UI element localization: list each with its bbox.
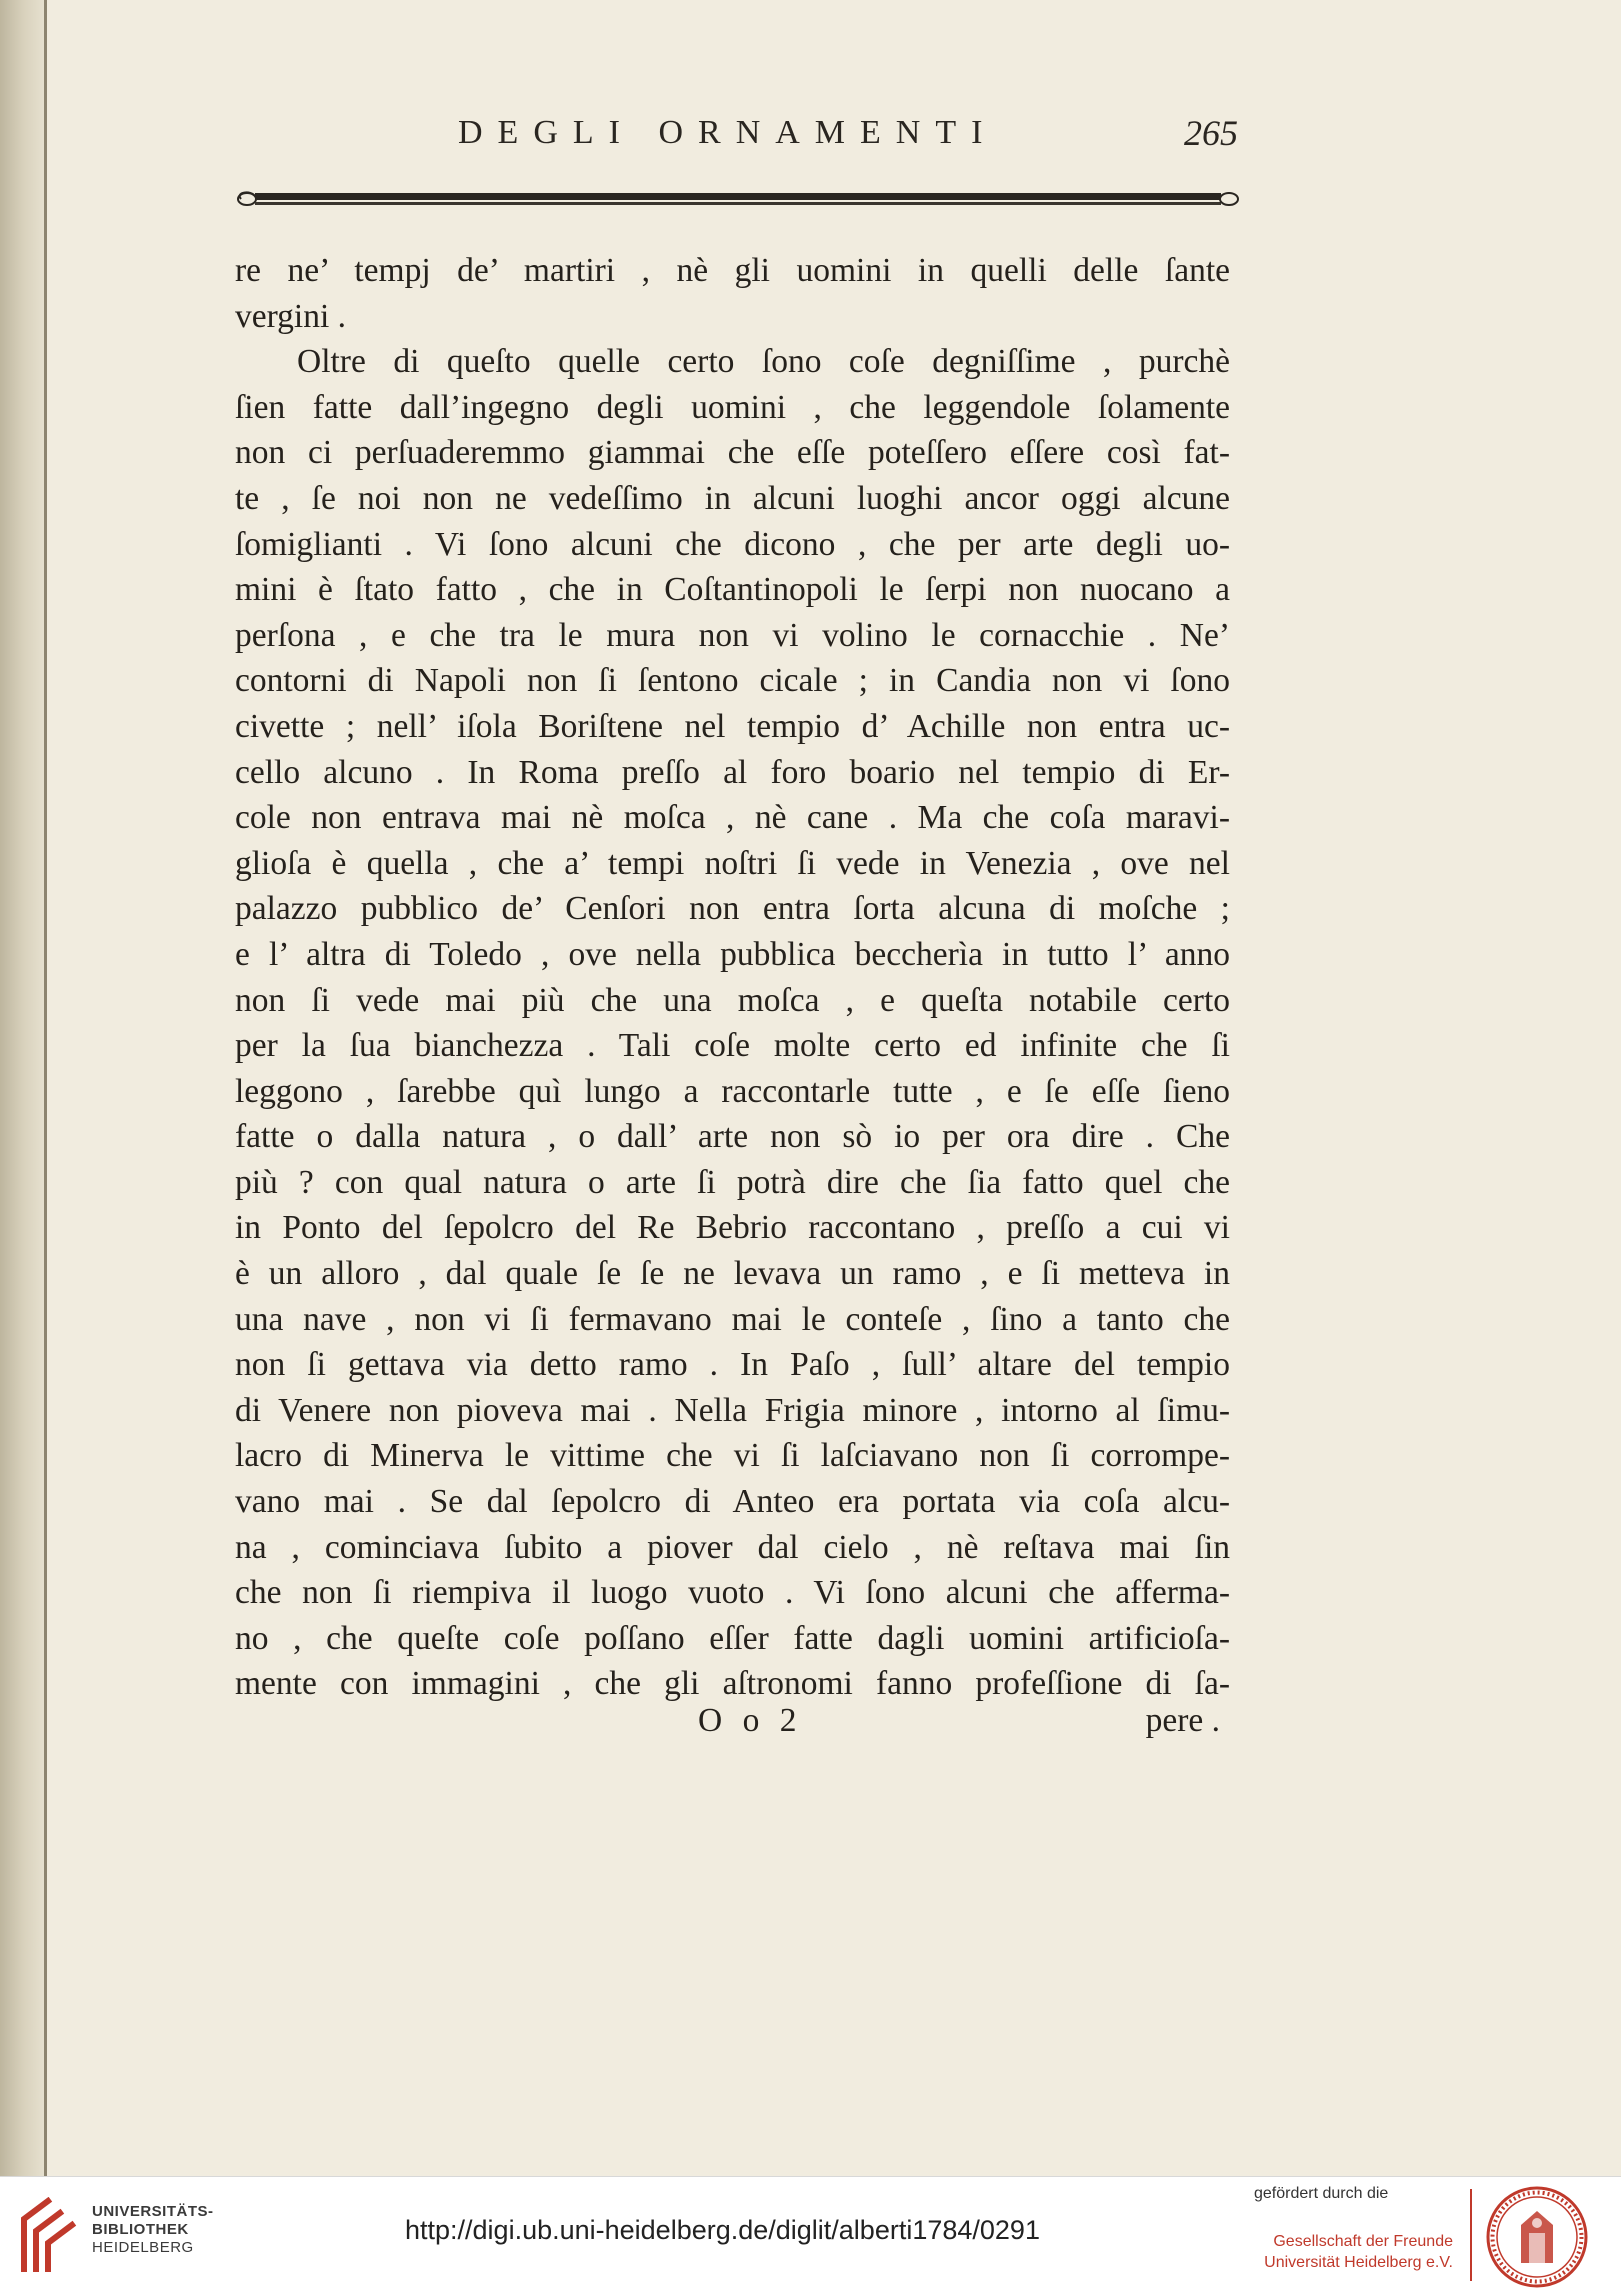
sponsor-name-line: Gesellschaft der Freunde [1273, 2233, 1453, 2250]
text-line: perſona , e che tra le mura non vi volino le cornacchie . Ne’ [235, 616, 1230, 654]
catchword: pere . [1145, 1702, 1220, 1739]
running-head [0, 110, 1621, 170]
sponsor-name[interactable] [1247, 2231, 1453, 2273]
text-line: per la ſua bianchezza . Tali coſe molte certo ed infinite che ſi [235, 1027, 1230, 1065]
text-line: non ſi gettava via detto ramo . In Paſo , ſull’ altare del tempio [235, 1346, 1230, 1384]
university-seal-icon [1485, 2185, 1589, 2289]
sponsor-divider [1470, 2189, 1472, 2281]
library-name-line: BIBLIOTHEK [92, 2221, 189, 2238]
library-name-line: UNIVERSITÄTS- [92, 2203, 214, 2220]
text-line: è un alloro , dal quale ſe ſe ne levava un ramo , e ſi metteva in [235, 1255, 1230, 1293]
ornamental-head-rule [233, 182, 1243, 216]
text-line: ſien fatte dall’ingegno degli uomini , che leggendole ſolamente [235, 388, 1230, 426]
text-line: civette ; nell’ iſola Boriſtene nel tempio d’ Achille non entra uc- [235, 707, 1230, 745]
running-title: DEGLI ORNAMENTI [458, 114, 998, 151]
library-name-line: HEIDELBERG [92, 2239, 194, 2256]
text-line: re ne’ tempj de’ martiri , nè gli uomini in quelli delle ſante [235, 252, 1230, 289]
text-line: ſomiglianti . Vi ſono alcuni che dicono , che per arte degli uo- [235, 525, 1230, 563]
body-text [235, 248, 1230, 1707]
library-name[interactable] [92, 2203, 214, 2257]
text-line: una nave , non vi ſi fermavano mai le conteſe , ſino a tanto che [235, 1300, 1230, 1338]
text-line: non ſi vede mai più che una moſca , e queſta notabile certo [235, 981, 1230, 1019]
text-line: cole non entrava mai nè moſca , nè cane . Ma che coſa maravi- [235, 799, 1230, 837]
text-line: lacro di Minerva le vittime che vi ſi laſciavano non ſi corrompe- [235, 1437, 1230, 1475]
text-line: te , ſe noi non ne vedeſſimo in alcuni luoghi ancor oggi alcune [235, 479, 1230, 517]
text-line: mente con immagini , che gli aſtronomi fanno profeſſione di ſa- [235, 1665, 1230, 1703]
text-line: non ci perſuaderemmo giammai che eſſe poteſſero eſſere così fat- [235, 434, 1230, 472]
text-line: fatte o dalla natura , o dall’ arte non sò io per ora dire . Che [235, 1118, 1230, 1156]
text-line: glioſa è quella , che a’ tempi noſtri ſi vede in Venezia , ove nel [235, 844, 1230, 882]
page-permalink[interactable]: http://digi.ub.uni-heidelberg.de/diglit/alberti1784/0291 [405, 2215, 1040, 2245]
page-number: 265 [1184, 113, 1238, 153]
text-line: no , che queſte coſe poſſano eſſer fatte dagli uomini artificioſa- [235, 1619, 1230, 1657]
sponsor-name-line: Universität Heidelberg e.V. [1264, 2254, 1453, 2271]
text-line: na , cominciava ſubito a piover dal cielo , nè reſtava mai ſin [235, 1528, 1230, 1566]
page-footer [235, 1702, 1230, 1748]
text-line: e l’ altra di Toledo , ove nella pubblica beccherìa in tutto l’ anno [235, 935, 1230, 973]
text-line: Oltre di queſto quelle certo ſono coſe degniſſime , purchè [297, 343, 1230, 381]
sponsor-caption: gefördert durch die [1254, 2185, 1389, 2202]
text-line: in Ponto del ſepolcro del Re Bebrio raccontano , preſſo a cui vi [235, 1209, 1230, 1247]
text-line: leggono , ſarebbe quì lungo a raccontarle tutte , e ſe eſſe ſieno [235, 1072, 1230, 1110]
university-library-logo-icon[interactable] [18, 2197, 84, 2273]
viewer-footer-bar [0, 2176, 1621, 2292]
text-line: contorni di Napoli non ſi ſentono cicale ; in Candia non vi ſono [235, 662, 1230, 700]
text-line: vergini . [235, 297, 347, 335]
book-gutter-edge [0, 0, 44, 2176]
text-line: mini è ſtato fatto , che in Coſtantinopoli le ſerpi non nuocano a [235, 571, 1230, 609]
text-line: più ? con qual natura o arte ſi potrà dire che ſia fatto quel che [235, 1163, 1230, 1201]
text-line: vano mai . Se dal ſepolcro di Anteo era portata via coſa alcu- [235, 1483, 1230, 1521]
text-line: che non ſi riempiva il luogo vuoto . Vi ſono alcuni che afferma- [235, 1574, 1230, 1612]
signature-mark: O o 2 [698, 1702, 803, 1739]
text-line: di Venere non pioveva mai . Nella Frigia minore , intorno al ſimu- [235, 1391, 1230, 1429]
text-line: cello alcuno . In Roma preſſo al foro boario nel tempio di Er- [235, 753, 1230, 791]
text-line: palazzo pubblico de’ Cenſori non entra ſorta alcuna di moſche ; [235, 890, 1230, 928]
